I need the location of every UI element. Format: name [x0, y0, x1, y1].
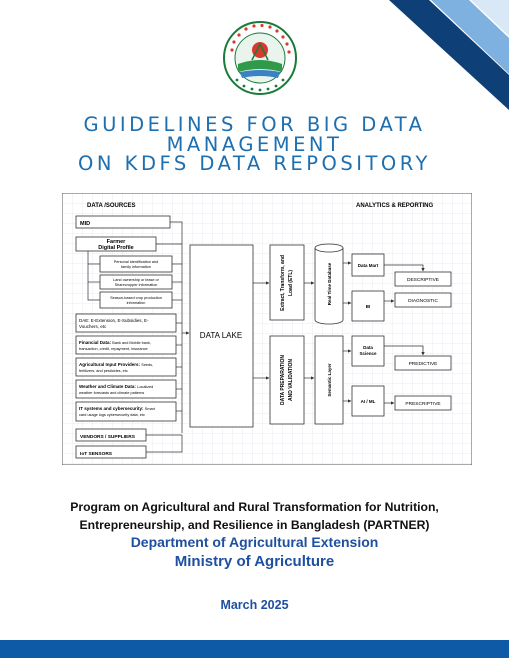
weather-label: Weather and Climate Data:: [79, 384, 136, 389]
semantic-layer-label: Semantic Layer: [327, 363, 332, 397]
etl-label-2: Load (ETL): [288, 269, 294, 297]
realtime-db-label: Real Time Database: [327, 262, 332, 306]
architecture-diagram: [62, 193, 472, 465]
predictive-label: PREDICTIVE: [408, 362, 438, 367]
agri-input-detail: Seeds,: [141, 363, 154, 367]
svg-text:Weather and Climate Data: Loca: [79, 384, 153, 389]
it-systems-label: IT systems and cybersecurity:: [79, 406, 144, 411]
financial-detail-2: transaction, credit, repayment, insurance: [79, 347, 148, 351]
farmer-profile-label: Digital Profile: [98, 245, 134, 251]
department-name: Department of Agricultural Extension: [130, 534, 379, 550]
iot-label: IoT SENSORS: [80, 452, 112, 457]
personal-info-label-2: family information: [121, 265, 151, 269]
farmer-label: Farmer: [106, 239, 126, 245]
data-mart-label: Data Mart: [357, 263, 379, 268]
data-prep-label-2: AND VALIDATION: [288, 358, 294, 402]
descriptive-label: DESCRIPTIVE: [407, 278, 439, 283]
dae-label: DAE: E-Extension, E-Subsidies, E-: [79, 318, 149, 323]
data-science-label-2: Science: [359, 351, 377, 356]
agri-input-label: Agricultural Input Providers:: [79, 362, 141, 367]
bi-label: BI: [365, 304, 371, 309]
bottom-bar: [0, 640, 509, 658]
financial-detail: Bank and Mobile bank,: [112, 341, 151, 345]
data-science-label: Data: [363, 345, 373, 350]
it-systems-detail-2: card usage logs cybersecurity data, etc: [79, 413, 145, 417]
prescriptive-label: PRESCRIPTIVE: [405, 402, 441, 407]
title-line-3: ON KDFS DATA REPOSITORY: [78, 152, 431, 175]
program-line-1: Program on Agricultural and Rural Transformation for Nutrition,: [70, 500, 439, 514]
data-lake-label: DATA LAKE: [199, 331, 243, 340]
svg-text:IT systems and cybersecurity:: [79, 406, 156, 411]
title-line-2: MANAGEMENT: [166, 133, 343, 156]
vendors-label: VENDORS / SUPPLIERS: [80, 435, 135, 440]
svg-text:Financial Data: Bank and Mobil: [79, 340, 151, 345]
diagnostic-label: DIAGNOSTIC: [408, 299, 438, 304]
analytics-label: ANALYTICS & REPORTING: [356, 203, 434, 209]
ai-ml-label: AI / ML: [360, 399, 376, 404]
weather-detail-2: weather forecasts and climate patterns: [79, 391, 145, 395]
data-prep-label: DATA PREPARATION: [280, 355, 286, 405]
ministry-name: Ministry of Agriculture: [174, 553, 335, 570]
land-ownership-label-2: Sharecropper information: [114, 283, 158, 287]
land-ownership-label: Land ownership or lease or: [113, 278, 159, 282]
personal-info-label: Personal identification and: [113, 260, 159, 264]
svg-text:Agricultural Input Providers:: [79, 362, 153, 367]
it-systems-detail: Smart: [144, 407, 155, 411]
program-line-2: Entrepreneurship, and Resilience in Bangladesh (PARTNER): [79, 518, 430, 532]
publication-date: March 2025: [220, 598, 289, 612]
weather-detail: Localized: [137, 385, 154, 389]
title-line-1: GUIDELINES FOR BIG DATA: [83, 113, 426, 136]
dae-label-2: Vouchers, etc: [79, 324, 107, 329]
data-sources-label: DATA /SOURCES: [87, 203, 136, 209]
mid-label: MID: [80, 221, 91, 227]
financial-label: Financial Data:: [79, 340, 112, 345]
crop-production-label: Season-based crop production: [110, 296, 162, 300]
crop-production-label-2: information: [126, 301, 146, 305]
agri-input-detail-2: fertilizers, and pesticides, etc: [79, 369, 128, 373]
dae-logo: [222, 20, 298, 96]
etl-label: Extract, Transform, and: [280, 255, 286, 311]
